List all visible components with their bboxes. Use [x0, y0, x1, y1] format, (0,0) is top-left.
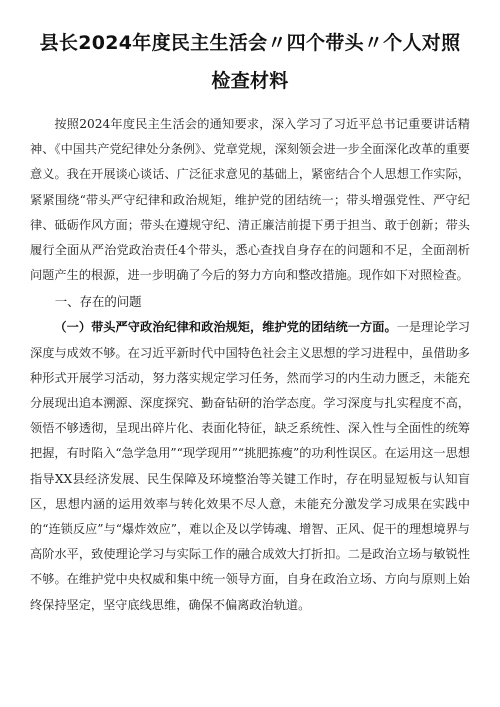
document-title: 县长2024年度民主生活会〃四个带头〃个人对照检查材料 [39, 32, 461, 92]
intro-paragraph: 按照2024年度民主生活会的通知要求，深入学习了习近平总书记重要讲话精神、《中国共产党纪律处分条例》、党章党规，深刻领会进一步全面深化改革的重要意义。我在开展谈心谈话、广泛征求意见的基础上，紧密结合个人思想工作实际，紧紧围绕“带头严守纪律和政治规矩，维护党的团结统一；带头增强党性、严守纪律、砥砺作风方面；带头在遵规守纪、清正廉洁前提下勇于担当、敢于创新；带头履行全面从严治党政治责任4个带头，悉心查找自身存在的问题和不足，全面剖析问题产生的根源，进一步明确了今后的努力方向和整改措施。现作如下对照检查。 [30, 117, 470, 283]
subsection-paragraph [30, 315, 470, 617]
section-heading-problems: 一、存在的问题 [54, 294, 142, 310]
subsection-body: 一是理论学习深度与成效不够。在习近平新时代中国特色社会主义思想的学习进程中，虽借助多种形式开展学习活动，努力落实规定学习任务，然而学习的内生动力匮乏，未能充分展现出追本溯源、深度探究、勤奋钻研的治学态度。学习深度与扎实程度不高，领悟不够透彻，呈现出碎片化、表面化特征，缺乏系统性、深入性与全面性的统筹把握，有时陷入“急学急用”“现学现用”“挑肥拣瘦”的功利性误区。在运用这一思想指导XX县经济发展、民生保障及环境整治等关键工作时，存在明显短板与认知盲区，思想内涵的运用效率与转化效果不尽人意，未能充分激发学习成果在实践中的“连锁反应”与“爆炸效应”，难以企及以学铸魂、增智、正风、促干的理想境界与高阶水平，致使理论学习与实际工作的融合成效大打折扣。二是政治立场与敏锐性不够。在维护党中央权威和集中统一领导方面，自身在政治立场、方向与原则上始终保持坚定，坚守底线思维，确保不偏离政治轨道。 [30, 320, 470, 612]
subsection-heading: （一）带头严守政治纪律和政治规矩，维护党的团结统一方面。 [54, 320, 397, 335]
document-body [30, 112, 470, 618]
